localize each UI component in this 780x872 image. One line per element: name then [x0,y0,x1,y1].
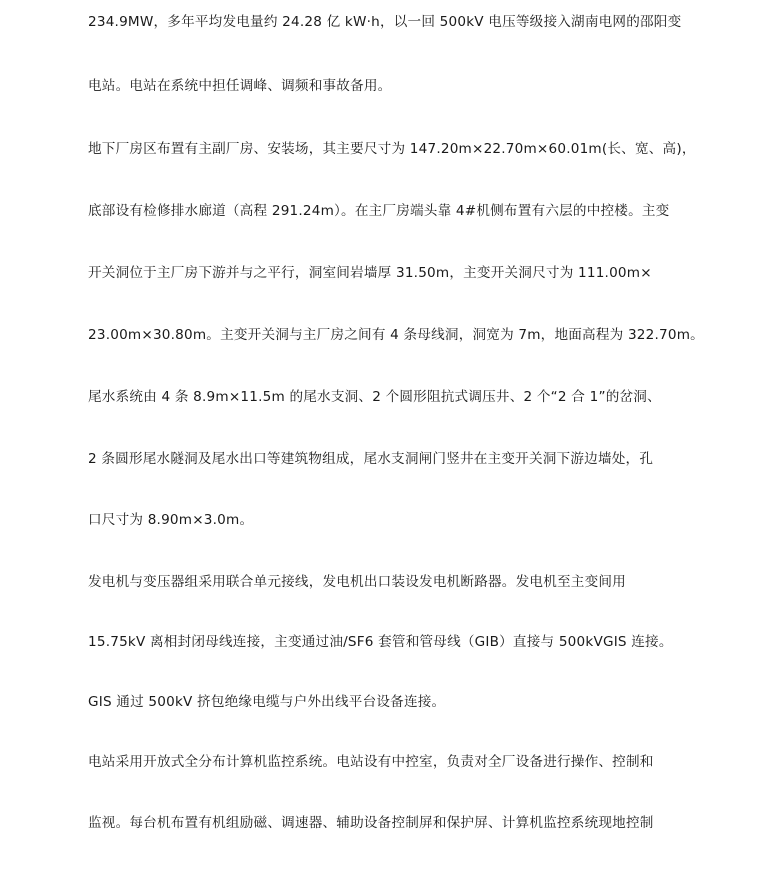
text-line: 电站采用开放式全分布计算机监控系统。电站设有中控室，负责对全厂设备进行操作、控制和 [88,754,654,770]
text-line: GIS 通过 500kV 挤包绝缘电缆与户外出线平台设备连接。 [88,694,446,710]
text-line: 监视。每台机布置有机组励磁、调速器、辅助设备控制屏和保护屏、计算机监控系统现地控制 [88,815,654,831]
text-line: 口尺寸为 8.90m×3.0m。 [88,512,254,528]
text-line: 底部设有检修排水廊道（高程 291.24m）。在主厂房端头靠 4#机侧布置有六层的中控楼。主变 [88,203,670,219]
text-line: 电站。电站在系统中担任调峰、调频和事故备用。 [88,78,392,94]
text-line: 地下厂房区布置有主副厂房、安装场，其主要尺寸为 147.20m×22.70m×60.01m(长、宽、高)， [88,141,696,157]
text-line: 2 条圆形尾水隧洞及尾水出口等建筑物组成，尾水支洞闸门竖井在主变开关洞下游边墙处，孔 [88,451,654,467]
text-line: 234.9MW，多年平均发电量约 24.28 亿 kW·h，以一回 500kV 电压等级接入湖南电网的邵阳变 [88,14,682,30]
text-line: 发电机与变压器组采用联合单元接线，发电机出口装设发电机断路器。发电机至主变间用 [88,574,626,590]
text-line: 尾水系统由 4 条 8.9m×11.5m 的尾水支洞、2 个圆形阻抗式调压井、2 个“2 合 1”的岔洞、 [88,389,661,405]
text-line: 开关洞位于主厂房下游并与之平行，洞室间岩墙厚 31.50m，主变开关洞尺寸为 111.00m× [88,265,652,281]
text-line: 23.00m×30.80m。主变开关洞与主厂房之间有 4 条母线洞，洞宽为 7m，地面高程为 322.70m。 [88,327,704,343]
text-line: 15.75kV 离相封闭母线连接，主变通过油/SF6 套管和管母线（GIB）直接与 500kVGIS 连接。 [88,634,673,650]
